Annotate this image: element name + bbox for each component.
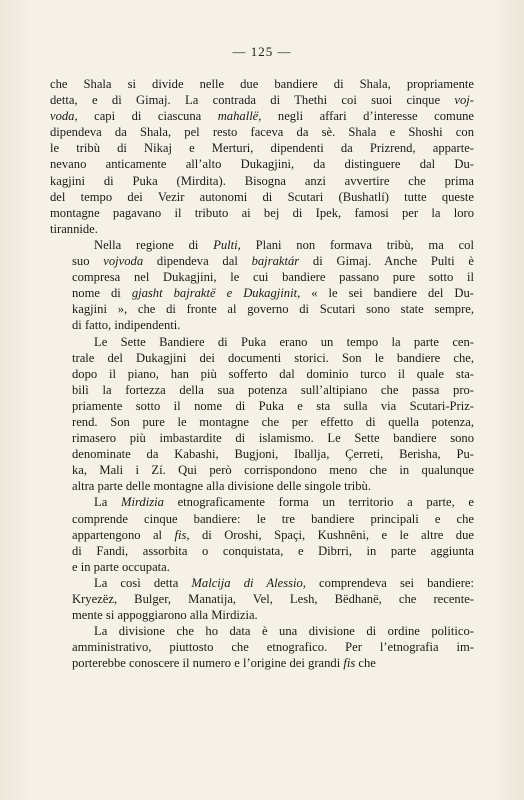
paragraph	[50, 494, 474, 574]
paragraph	[50, 76, 474, 237]
text-line: appartengono al fis, di Oroshi, Spaçi, Kushnêni, e le altre due	[72, 527, 474, 542]
text-line: nome di gjasht bajraktë e Dukagjinit, « le sei bandiere del Du-	[72, 286, 474, 301]
body-text	[50, 76, 474, 671]
text-line: le tribù di Nikaj e Merturi, dipendenti da Prizrend, apparte-	[50, 141, 474, 156]
text-line: e in parte occupata.	[72, 559, 170, 574]
text-line: rend. Son pure le montagne che per effetto di quella potenza,	[72, 414, 474, 429]
text-line: del tempo dei Vezir autonomi di Scutari (Bushatlí) tutte queste	[50, 189, 474, 204]
text-line: voda, capi di ciascuna mahallë, negli affari d’interesse comune	[50, 109, 474, 124]
text-line: di Fandi, assorbita o conquistata, e Dibrri, in parte aggiunta	[72, 543, 474, 558]
text-line: porterebbe conoscere il numero e l’origine dei grandi fis che	[72, 656, 376, 671]
paragraph	[50, 237, 474, 334]
text-line: trale del Dukagjini dei documenti storici. Son le bandiere che,	[72, 350, 474, 365]
page-number: — 125 —	[232, 44, 292, 59]
text-line: che Shala si divide nelle due bandiere di Shala, propriamente	[50, 77, 474, 91]
paragraph	[50, 623, 474, 671]
text-line: tirannide.	[50, 221, 98, 236]
text-line: priamente sotto il nome di Puka e sta sulla via Scutari-Priz-	[72, 398, 474, 413]
text-line: Nella regione di Pulti, Plani non formava tribù, ma col	[94, 237, 474, 252]
text-line: La Mirdizia etnograficamente forma un territorio a parte, e	[94, 495, 474, 510]
text-line: dopo il piano, han più sofferto dal dominio turco il quale sta-	[72, 366, 474, 381]
text-line: ka, Mali i Zí. Qui però corrispondono meno che in qualunque	[72, 463, 474, 478]
text-line: kagjini di Puka (Mirdita). Bisogna anzi avvertire che prima	[50, 173, 474, 188]
text-line: La divisione che ho data è una divisione di ordine politico-	[94, 624, 474, 639]
text-line: di fatto, indipendenti.	[72, 318, 181, 333]
text-line: altra parte delle montagne alla divisione delle singole tribù.	[72, 479, 372, 494]
text-line: Le Sette Bandiere di Puka erano un tempo la parte cen-	[94, 334, 474, 349]
paragraph	[50, 575, 474, 623]
text-line: mente si appoggiarono alla Mirdizia.	[72, 608, 258, 623]
text-line: dipendeva da Shala, pel resto faceva da sè. Shala e Shoshi con	[50, 125, 474, 140]
text-line: montagne pagavano il tributo ai bej di Ipek, famosi per la loro	[50, 205, 474, 220]
text-line: comprende cinque bandiere: le tre bandiere principali e che	[72, 511, 474, 526]
text-line: kagjini », che di fronte al governo di Scutari sono state sempre,	[72, 302, 474, 317]
text-line: denominate da Kabashi, Bugjoni, Iballja, Çerreti, Berisha, Pu-	[72, 447, 474, 462]
text-line: detta, e di Gimaj. La contrada di Thethi coi suoi cinque voj-	[50, 93, 474, 108]
text-line: nevano anticamente all’alto Dukagjini, da distinguere dal Du-	[50, 157, 474, 172]
text-line: suo vojvoda dipendeva dal bajraktár di Gimaj. Anche Pulti è	[72, 254, 474, 269]
text-line: rimasero più imbastardite di islamismo. Le Sette bandiere sono	[72, 431, 474, 446]
text-line: amministrativo, piuttosto che etnografico. Per l’etnografia im-	[72, 640, 474, 655]
paragraph	[50, 334, 474, 495]
text-line: compresa nel Dukagjini, le cui bandiere passano pure sotto il	[72, 270, 474, 285]
text-line: bilì la fortezza della sua potenza sull’altipiano che passa pro-	[72, 382, 474, 397]
text-line: La così detta Malcija di Alessio, comprendeva sei bandiere:	[94, 575, 474, 590]
text-line: Kryezëz, Bulger, Manatija, Vel, Lesh, Bëdhanë, che recente-	[72, 592, 474, 606]
